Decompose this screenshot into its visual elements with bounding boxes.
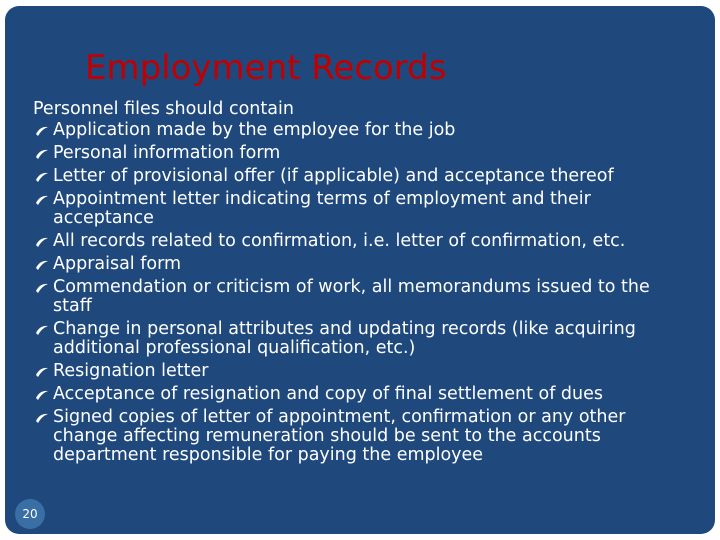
slide-body	[33, 98, 693, 469]
swoosh-bullet-icon	[35, 366, 49, 378]
slide-title: Employment Records	[85, 48, 447, 88]
swoosh-bullet-icon	[35, 282, 49, 294]
list-item	[33, 255, 693, 274]
swoosh-bullet-icon	[35, 259, 49, 271]
list-item-text: Appointment letter indicating terms of employment and their acceptance	[53, 189, 591, 228]
swoosh-bullet-icon	[35, 171, 49, 183]
list-item	[33, 144, 693, 163]
list-item-text: Signed copies of letter of appointment, confirmation or any other change affecting remuneration should be sent to the accounts department responsible for paying the employee	[53, 407, 626, 465]
swoosh-bullet-icon	[35, 236, 49, 248]
swoosh-bullet-icon	[35, 324, 49, 336]
intro-text: Personnel files should contain	[33, 99, 294, 119]
list-item-text: Letter of provisional offer (if applicable) and acceptance thereof	[53, 166, 614, 186]
list-item	[33, 408, 693, 465]
list-item	[33, 232, 693, 251]
list-item	[33, 385, 693, 404]
list-item-text: Change in personal attributes and updating records (like acquiring additional professional qualification, etc.)	[53, 319, 636, 358]
list-item-text: Acceptance of resignation and copy of final settlement of dues	[53, 384, 604, 404]
list-item	[33, 167, 693, 186]
list-item	[33, 362, 693, 381]
list-item	[33, 121, 693, 140]
swoosh-bullet-icon	[35, 412, 49, 424]
list-item-text: Appraisal form	[53, 254, 182, 274]
list-item	[33, 190, 693, 228]
list-item	[33, 320, 693, 358]
bullet-list	[33, 121, 693, 465]
swoosh-bullet-icon	[35, 389, 49, 401]
list-item-text: Personal information form	[53, 143, 281, 163]
list-item-text: Resignation letter	[53, 361, 209, 381]
list-item-text: All records related to confirmation, i.e. letter of confirmation, etc.	[53, 231, 626, 251]
swoosh-bullet-icon	[35, 125, 49, 137]
swoosh-bullet-icon	[35, 148, 49, 160]
list-item-text: Commendation or criticism of work, all memorandums issued to the staff	[53, 277, 650, 316]
list-item	[33, 278, 693, 316]
page-number: 20	[15, 499, 45, 529]
swoosh-bullet-icon	[35, 194, 49, 206]
slide	[5, 6, 715, 534]
list-item-text: Application made by the employee for the job	[53, 120, 456, 140]
